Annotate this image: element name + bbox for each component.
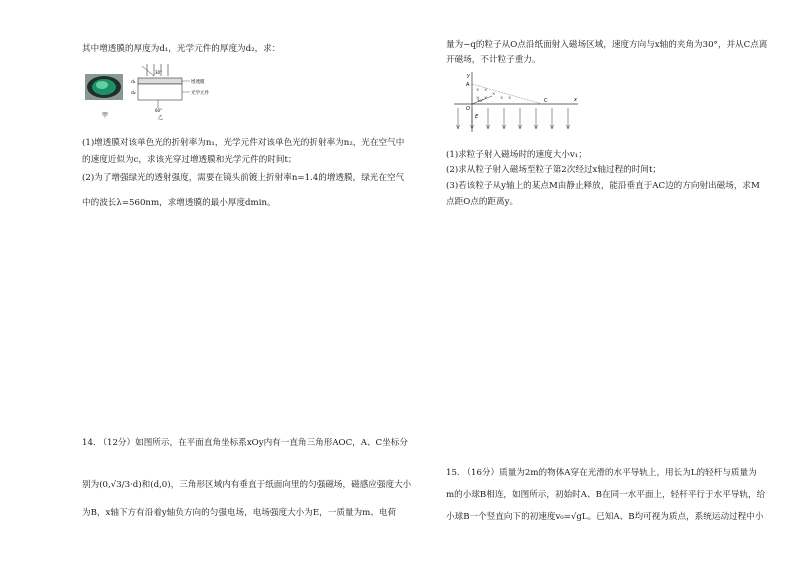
- point-a-label: A: [466, 82, 470, 88]
- problem-15-line-1: 15. （16分）质量为2m的物体A穿在光滑的水平导轨上，用长为L的轻杆与质量为: [446, 468, 757, 478]
- q2-line-2: 中的波长λ=560nm，求增透膜的最小厚度dmin。: [82, 198, 276, 208]
- question-2: (2)求从粒子射入磁场至粒子第2次经过x轴过程的时间t；: [446, 165, 662, 175]
- question-3-line-1: (3)若该粒子从y轴上的某点M由静止释放，能沿垂直于AC边的方向射出磁场，求M: [446, 181, 760, 191]
- q1-line-1: (1)增透膜对该单色光的折射率为n₁，光学元件对该单色光的折射率为n₂，光在空气中: [82, 138, 405, 148]
- svg-text:×: ×: [500, 95, 504, 100]
- problem-14-line-2: 别为(0,√3/3·d)和(d,0)，三角形区域内有垂直于纸面向里的匀强磁场，磁感应强度大小: [82, 480, 412, 490]
- continued-line-2: 开磁场，不计粒子重力。: [446, 55, 541, 65]
- svg-text:×: ×: [484, 95, 488, 100]
- label-yi: 乙: [158, 115, 164, 121]
- svg-text:×: ×: [492, 91, 496, 96]
- field-diagram: [450, 70, 580, 134]
- coating-label: 增透膜: [191, 80, 205, 85]
- problem-15-line-3: 小球B一个竖直向下的初速度v₀=√gL。已知A、B均可视为质点，系统运动过程中小: [446, 512, 764, 522]
- x-axis-label: x: [574, 97, 577, 103]
- svg-text:×: ×: [476, 95, 480, 100]
- film-diagram: [131, 64, 209, 121]
- question-1: (1)求粒子射入磁场时的速度大小v₁；: [446, 150, 587, 160]
- q1-line-2: 的速度近似为c，求该光穿过增透膜和光学元件的时间t；: [82, 155, 297, 165]
- lens-figure: [82, 62, 222, 122]
- q2-line-1: (2)为了增强绿光的透射强度，需要在镜头前镀上折射率n=1.4的增透膜，绿光在空气: [82, 173, 405, 183]
- label-jia: 甲: [102, 112, 109, 119]
- y-axis-label: y: [467, 73, 470, 79]
- angle-30-label: 30°: [477, 98, 484, 103]
- left-column: [82, 0, 412, 566]
- origin-label: O: [466, 106, 470, 112]
- right-column: [446, 0, 776, 566]
- problem-14-line-1: 14. （12分）如图所示，在平面直角坐标系xOy内有一直角三角形AOC，A、C坐标分: [82, 438, 408, 448]
- point-c-label: C: [544, 98, 548, 104]
- angle-60-label: 60°: [155, 108, 163, 113]
- svg-text:×: ×: [508, 95, 512, 100]
- continued-line-1: 量为−q的粒子从O点沿纸面射入磁场区域，速度方向与x轴的夹角为30°，并从C点离: [446, 40, 768, 50]
- problem-14-line-3: 为B，x轴下方有沿着y轴负方向的匀强电场，电场强度大小为E，一质量为m、电荷: [82, 508, 397, 518]
- e-field-label: E: [475, 114, 479, 120]
- intro-text: 其中增透膜的厚度为d₁，光学元件的厚度为d₂，求：: [82, 44, 281, 54]
- lens-photo-icon: [85, 74, 123, 100]
- element-label: 光学元件: [191, 91, 209, 96]
- svg-text:×: ×: [484, 87, 488, 92]
- svg-text:×: ×: [476, 87, 480, 92]
- angle-30-label: 30°: [155, 70, 163, 75]
- problem-15-line-2: m的小球B相连，如图所示，初始时A、B在同一水平面上，轻杆平行于水平导轨，给: [446, 490, 766, 500]
- d2-label: d₂: [131, 91, 136, 96]
- field-arrow-icons: [457, 108, 570, 129]
- d1-label: d₁: [131, 80, 136, 85]
- question-3-line-2: 点距O点的距离y。: [446, 197, 519, 207]
